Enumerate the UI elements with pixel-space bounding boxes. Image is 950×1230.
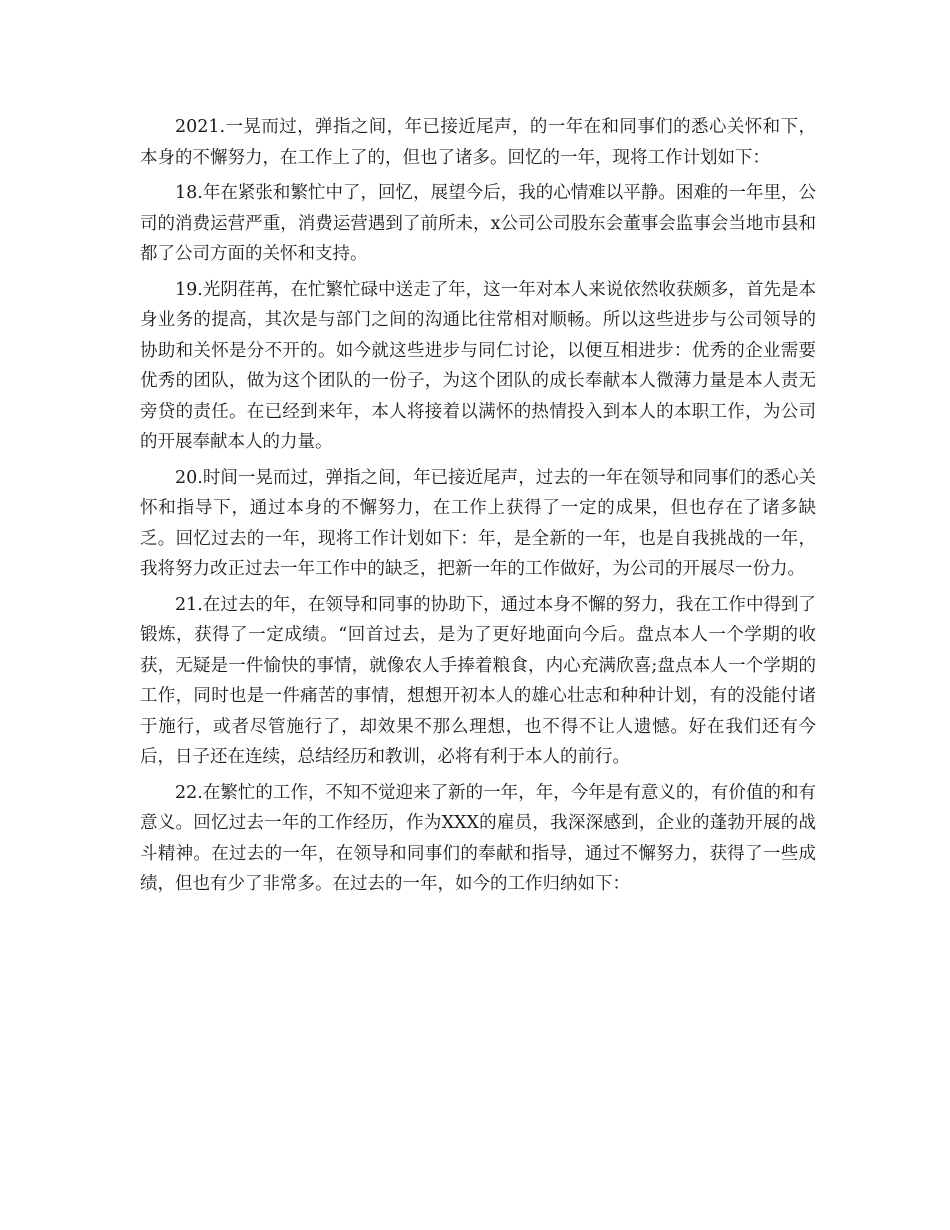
paragraph-22: 22.在繁忙的工作，不知不觉迎来了新的一年，年，今年是有意义的，有价值的和有意义。回忆过去一年的工作经历，作为XXX的雇员，我深深感到，企业的蓬勃开展的战斗精神。在过去的一年，在领导和同事们的奉献和指导，通过不懈努力，获得了一些成绩，但也有少了非常多。在过去的一年，如今的工作归纳如下：	[140, 782, 816, 894]
paragraph-21: 21.在过去的年，在领导和同事的协助下，通过本身不懈的努力，我在工作中得到了锻炼，获得了一定成绩。“回首过去，是为了更好地面向今后。盘点本人一个学期的收获，无疑是一件愉快的事情，就像农人手捧着粮食，内心充满欣喜;盘点本人一个学期的工作，同时也是一件痛苦的事情，想想开初本人的雄心壮志和种种计划，有的没能付诸于施行，或者尽管施行了，却效果不那么理想，也不得不让人遗憾。好在我们还有今后，日子还在连续，总结经历和教训，必将有利于本人的前行。	[140, 594, 816, 767]
paragraph-19: 19.光阴荏苒，在忙繁忙碌中送走了年，这一年对本人来说依然收获颇多，首先是本身业务的提高，其次是与部门之间的沟通比往常相对顺畅。所以这些进步与公司领导的协助和关怀是分不开的。如今就这些进步与同仁讨论，以便互相进步：优秀的企业需要优秀的团队，做为这个团队的一份子，为这个团队的成长奉献本人微薄力量是本人责无旁贷的责任。在已经到来年，本人将接着以满怀的热情投入到本人的本职工作，为公司的开展奉献本人的力量。	[140, 279, 816, 452]
document-body	[140, 112, 816, 905]
paragraph-20: 20.时间一晃而过，弹指之间，年已接近尾声，过去的一年在领导和同事们的悉心关怀和指导下，通过本身的不懈努力，在工作上获得了一定的成果，但也存在了诸多缺乏。回忆过去的一年，现将工作计划如下：年，是全新的一年，也是自我挑战的一年，我将努力改正过去一年工作中的缺乏，把新一年的工作做好，为公司的开展尽一份力。	[140, 467, 816, 579]
paragraph-2021: 2021.一晃而过，弹指之间，年已接近尾声，的一年在和同事们的悉心关怀和下，本身的不懈努力，在工作上了的，但也了诸多。回忆的一年，现将工作计划如下：	[140, 117, 816, 168]
paragraph-18: 18.年在紧张和繁忙中了，回忆，展望今后，我的心情难以平静。困难的一年里，公司的消费运营严重，消费运营遇到了前所未，x公司公司股东会董事会监事会当地市县和都了公司方面的关怀和支持。	[140, 183, 816, 264]
